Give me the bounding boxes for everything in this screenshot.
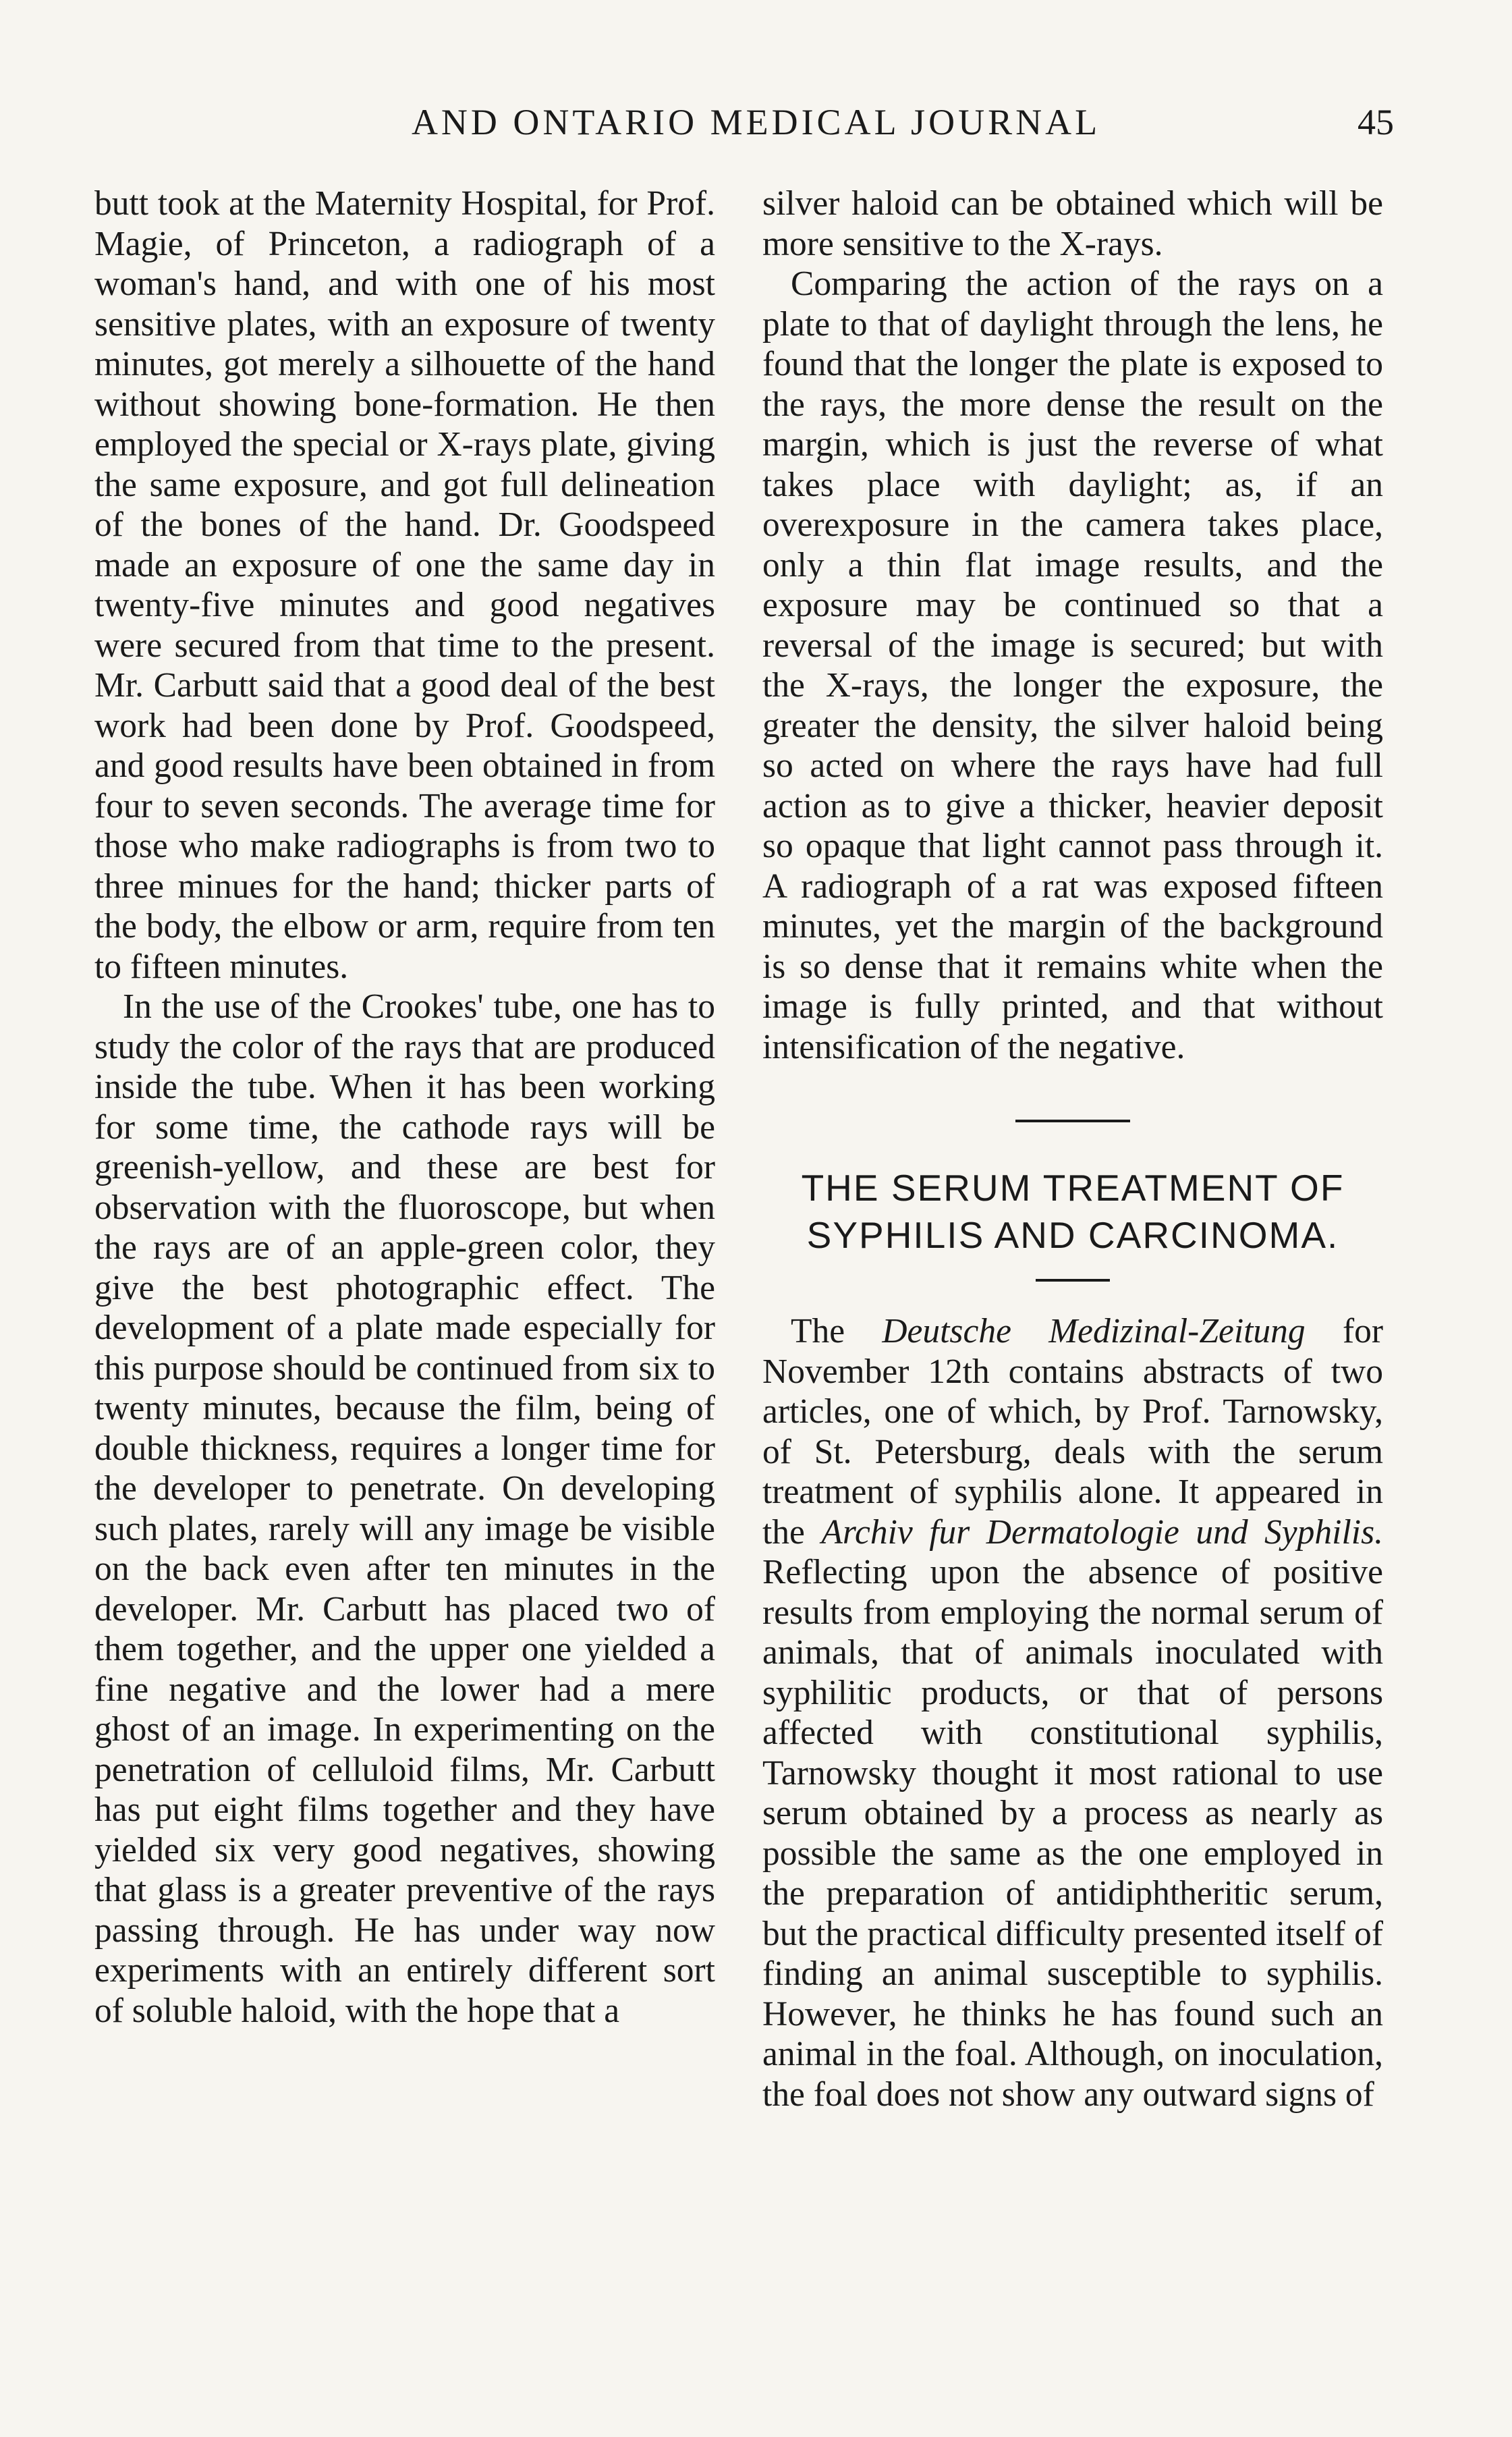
journal-title: Deutsche Medizinal-Zeitung [882, 1312, 1306, 1350]
title-underline [1036, 1279, 1110, 1282]
page-number: 45 [1357, 102, 1394, 142]
paragraph: silver haloid can be obtained which will be more sensitive to the X-rays. [762, 184, 1383, 263]
right-column [762, 184, 1383, 2114]
left-column [94, 184, 715, 2031]
article-title: THE SERUM TREATMENT OF SYPHILIS AND CARCINOMA. [801, 1167, 1345, 1256]
paragraph: In the use of the Crookes' tube, one has to study the color of the rays that are produced inside the tube. When it has been working for some time, the cathode rays will be greenish-yellow, and these are best for observation with the fluoroscope, but when the rays are of an apple-green color, they give the best photographic effect. The development of a plate made especially for this purpose should be continued from six to twenty minutes, because the film, being of double thickness, requires a longer time for the developer to penetrate. On developing such plates, rarely will any image be visible on the back even after ten minutes in the developer. Mr. Carbutt has placed two of them together, and the upper one yielded a fine negative and the lower had a mere ghost of an image. In experimenting on the penetration of celluloid films, Mr. Carbutt has put eight films together and they have yielded six very good negatives, showing that glass is a greater preventive of the rays passing through. He has under way now experiments with an entirely different sort of soluble haloid, with the hope that a [94, 987, 715, 2030]
running-head: AND ONTARIO MEDICAL JOURNAL [411, 102, 1101, 142]
paragraph: butt took at the Maternity Hospital, for Prof. Magie, of Princeton, a radiograph of a woman's hand, and with one of his most sensitive plates, with an exposure of twenty minutes, got merely a silhouette of the hand without showing bone-formation. He then employed the special or X-rays plate, giving the same exposure, and got full delineation of the bones of the hand. Dr. Goodspeed made an exposure of one the same day in twenty-five minutes and good negatives were secured from that time to the present. Mr. Carbutt said that a good deal of the best work had been done by Prof. Goodspeed, and good results have been obtained in from four to seven seconds. The average time for those who make radiographs is from two to three minues for the hand; thicker parts of the body, the elbow or arm, require from ten to fifteen minutes. [94, 184, 715, 986]
text-run: The [791, 1312, 883, 1350]
page-header [0, 101, 1512, 155]
text-run: Reflecting upon the absence of positive results from employing the normal serum of animals, that of animals inoculated with syphilitic products, or that of persons affected with constitutional syphilis, Tarnowsky thought it most rational to use serum obtained by a process as nearly as possible the same as the one employed in the preparation of antidiphtheritic serum, but the practical difficulty presented itself of finding an animal susceptible to syphilis. However, he thinks he has found such an animal in the foal. Although, on inoculation, the foal does not show any outward signs of [762, 1553, 1383, 2114]
paragraph [762, 1311, 1383, 2114]
journal-title: Archiv fur Dermatologie und Syphilis. [821, 1512, 1383, 1552]
paragraph: Comparing the action of the rays on a plate to that of daylight through the lens, he found that the longer the plate is exposed to the rays, the more dense the result on the margin, which is just the reverse of what takes place with daylight; as, if an overexposure in the camera takes place, only a thin flat image results, and the exposure may be continued so that a reversal of the image is secured; but with the X-rays, the longer the exposure, the greater the density, the silver haloid being so acted on where the rays have had full action as to give a thicker, heavier deposit so opaque that light cannot pass through it. A radiograph of a rat was exposed fifteen minutes, yet the margin of the background is so dense that it remains white when the image is fully printed, and that without intensification of the negative. [762, 265, 1383, 1066]
section-divider [1015, 1120, 1130, 1122]
text-run: for November 12th contains abstracts of two articles, one of which, by Prof. Tarnowsky, of St. Petersburg, deals with the serum treatment of syphilis alone. It appeared in the [762, 1312, 1383, 1552]
